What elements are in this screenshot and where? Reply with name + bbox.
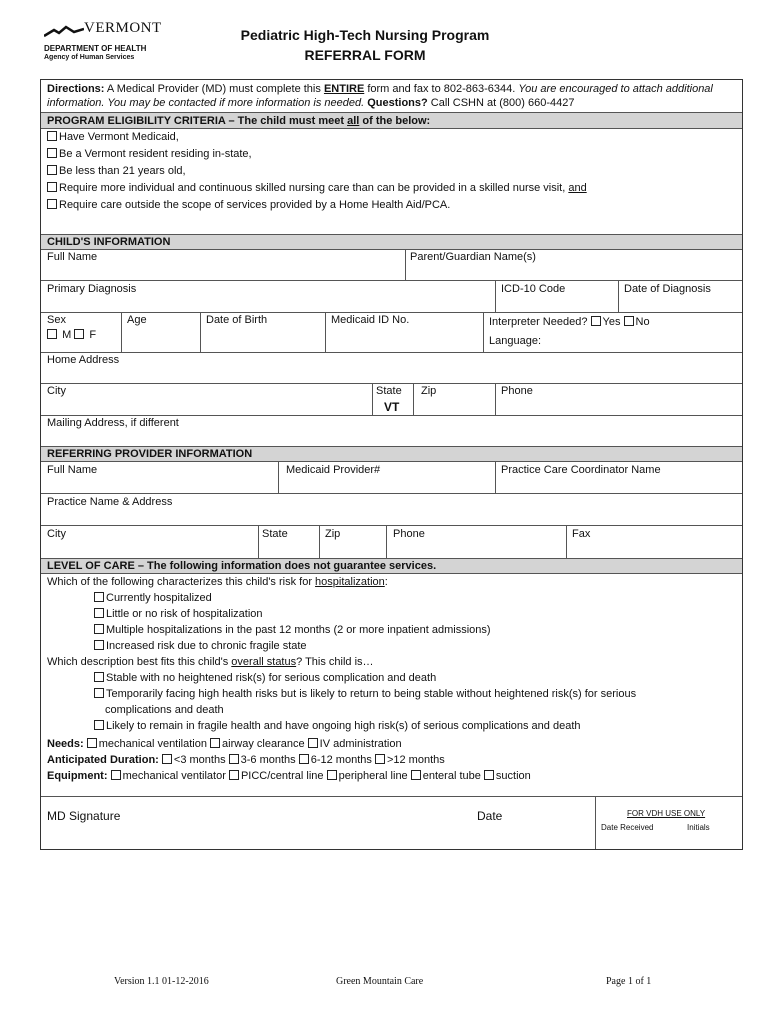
provider-city-row[interactable] [41, 526, 742, 559]
provider-phone-label: Phone [393, 528, 425, 540]
logo-agency: Agency of Human Services [44, 54, 135, 61]
state-value: VT [384, 400, 400, 414]
directions-attach: You are encouraged to attach additional [518, 83, 713, 95]
referral-form [40, 79, 743, 850]
checkbox[interactable] [229, 754, 239, 764]
sex-f-checkbox[interactable] [74, 329, 84, 339]
status-option: Temporarily facing high health risks but is likely to return to being stable without heightened risk(s) for serious [106, 688, 637, 700]
parent-name-label: Parent/Guardian Name(s) [410, 251, 536, 263]
care-title: LEVEL OF CARE – The following information does not guarantee services. [47, 560, 437, 572]
state-label: State [376, 385, 402, 397]
risk-question: Which of the following characterizes this child's risk for [47, 576, 316, 588]
home-address-row[interactable] [41, 353, 742, 384]
directions-section [41, 80, 742, 112]
interpreter-no-label: No [635, 316, 650, 328]
duration-label: Anticipated Duration: [47, 754, 159, 766]
date-diagnosis-label: Date of Diagnosis [624, 283, 711, 295]
checkbox[interactable] [94, 624, 104, 634]
directions-entire: ENTIRE [323, 83, 365, 95]
child-name-row[interactable] [41, 250, 742, 281]
checkbox[interactable] [47, 182, 57, 192]
needs-option: mechanical ventilation [98, 738, 207, 750]
checkbox[interactable] [375, 754, 385, 764]
checkbox[interactable] [94, 720, 104, 730]
child-full-name-label: Full Name [47, 251, 98, 263]
eligibility-item: Be less than 21 years old, [59, 165, 186, 177]
directions-contact: information. You may be contacted if more information is needed. [47, 97, 365, 109]
form-subtitle: REFERRAL FORM [304, 47, 426, 63]
child-info-title: CHILD'S INFORMATION [47, 236, 171, 248]
risk-option: Multiple hospitalizations in the past 12 months (2 or more inpatient admissions) [106, 624, 491, 636]
care-header [41, 559, 742, 574]
checkbox[interactable] [327, 770, 337, 780]
practice-label: Practice Name & Address [47, 496, 173, 508]
checkbox[interactable] [299, 754, 309, 764]
duration-option: >12 months [386, 754, 445, 766]
needs-option: IV administration [319, 738, 402, 750]
medicaid-id-label: Medicaid ID No. [331, 314, 410, 326]
risk-option: Currently hospitalized [106, 592, 212, 604]
age-label: Age [127, 314, 147, 326]
status-option-cont: complications and death [105, 704, 224, 716]
needs-option: airway clearance [222, 738, 305, 750]
status-question: Which description best fits this child's [47, 656, 232, 668]
duration-option: <3 months [173, 754, 226, 766]
risk-option: Little or no risk of hospitalization [106, 608, 263, 620]
checkbox[interactable] [47, 148, 57, 158]
equipment-option: peripheral line [338, 770, 408, 782]
footer-page: Page 1 of 1 [606, 976, 652, 987]
date-label: Date [477, 809, 503, 823]
checkbox[interactable] [484, 770, 494, 780]
diagnosis-row[interactable] [41, 281, 742, 313]
mailing-address-label: Mailing Address, if different [47, 417, 179, 429]
risk-option: Increased risk due to chronic fragile state [106, 640, 307, 652]
phone-label: Phone [501, 385, 533, 397]
dob-label: Date of Birth [206, 314, 268, 326]
sex-f-label: F [89, 329, 97, 341]
questions-label: Questions? [364, 97, 428, 109]
provider-state-label: State [262, 528, 288, 540]
eligibility-and: and [568, 182, 587, 194]
demographics-row[interactable] [41, 313, 742, 353]
directions-label: Directions: [47, 83, 105, 95]
status-question-underline: overall status [231, 656, 297, 668]
checkbox[interactable] [94, 672, 104, 682]
status-option: Likely to remain in fragile health and have ongoing high risk(s) of serious complications and death [106, 720, 581, 732]
checkbox[interactable] [47, 131, 57, 141]
signature-row[interactable] [41, 797, 742, 849]
eligibility-item: Require care outside the scope of services provided by a Home Health Aid/PCA. [59, 199, 451, 211]
date-received-label: Date Received [601, 823, 654, 832]
equipment-label: Equipment: [47, 770, 108, 782]
equipment-option: mechanical ventilator [122, 770, 226, 782]
logo-name: VERMONT [84, 20, 162, 36]
md-signature-label: MD Signature [47, 809, 121, 823]
checkbox[interactable] [162, 754, 172, 764]
sex-m-checkbox[interactable] [47, 329, 57, 339]
mailing-address-row[interactable] [41, 416, 742, 447]
eligibility-list [41, 129, 742, 235]
eligibility-item: Require more individual and continuous skilled nursing care than can be provided in a skilled nurse visit, [59, 182, 569, 194]
provider-name-label: Full Name [47, 464, 98, 476]
vdh-use-label: FOR VDH USE ONLY [627, 809, 706, 818]
status-question-end: ? This child is… [296, 656, 374, 668]
eligibility-item: Have Vermont Medicaid, [59, 131, 179, 143]
provider-zip-label: Zip [325, 528, 341, 540]
eligibility-header-a: PROGRAM ELIGIBILITY CRITERIA – The child must meet [47, 115, 348, 127]
child-info-header [41, 235, 742, 250]
zip-label: Zip [421, 385, 437, 397]
home-address-label: Home Address [47, 354, 120, 366]
eligibility-header-b: of the below: [359, 115, 431, 127]
checkbox[interactable] [94, 592, 104, 602]
directions-text: A Medical Provider (MD) must complete this [104, 83, 324, 95]
city-label: City [47, 385, 66, 397]
checkbox[interactable] [47, 199, 57, 209]
provider-header [41, 447, 742, 462]
provider-fax-label: Fax [572, 528, 591, 540]
footer-center: Green Mountain Care [336, 976, 424, 987]
checkbox[interactable] [87, 738, 97, 748]
status-option: Stable with no heightened risk(s) for serious complication and death [106, 672, 437, 684]
duration-option: 6-12 months [310, 754, 372, 766]
checkbox[interactable] [111, 770, 121, 780]
interpreter-label: Interpreter Needed? [489, 316, 588, 328]
questions-phone: Call CSHN at (800) 660-4427 [427, 97, 575, 109]
provider-name-row[interactable] [41, 462, 742, 494]
checkbox[interactable] [308, 738, 318, 748]
risk-question-underline: hospitalization [315, 576, 385, 588]
footer-version: Version 1.1 01-12-2016 [114, 976, 209, 987]
practice-row[interactable] [41, 494, 742, 526]
checkbox[interactable] [94, 688, 104, 698]
provider-medicaid-label: Medicaid Provider# [286, 464, 381, 476]
checkbox[interactable] [94, 640, 104, 650]
coordinator-label: Practice Care Coordinator Name [501, 464, 661, 476]
needs-label: Needs: [47, 738, 84, 750]
equipment-option: enteral tube [422, 770, 481, 782]
interpreter-yes-label: Yes [602, 316, 621, 328]
sex-m-label: M [62, 329, 72, 341]
equipment-option: PICC/central line [240, 770, 324, 782]
care-section [41, 574, 742, 797]
interpreter-yes-checkbox[interactable] [591, 316, 601, 326]
form-title: Pediatric High-Tech Nursing Program [240, 27, 490, 43]
directions-fax: form and fax to 802-863-6344. [364, 83, 519, 95]
provider-title: REFERRING PROVIDER INFORMATION [47, 448, 253, 460]
provider-city-label: City [47, 528, 66, 540]
checkbox[interactable] [210, 738, 220, 748]
eligibility-item: Be a Vermont resident residing in-state, [59, 148, 252, 160]
child-city-row[interactable] [41, 384, 742, 416]
icd-code-label: ICD-10 Code [501, 283, 566, 295]
logo-dept: DEPARTMENT OF HEALTH [44, 44, 147, 53]
checkbox[interactable] [94, 608, 104, 618]
checkbox[interactable] [229, 770, 239, 780]
checkbox[interactable] [411, 770, 421, 780]
eligibility-header-all: all [347, 115, 360, 127]
equipment-option: suction [495, 770, 531, 782]
language-label: Language: [489, 335, 541, 347]
duration-option: 3-6 months [240, 754, 296, 766]
primary-diagnosis-label: Primary Diagnosis [47, 283, 137, 295]
interpreter-no-checkbox[interactable] [624, 316, 634, 326]
risk-question-end: : [384, 576, 388, 588]
eligibility-header [41, 112, 742, 129]
sex-label: Sex [47, 314, 66, 326]
checkbox[interactable] [47, 165, 57, 175]
initials-label: Initials [687, 823, 710, 832]
